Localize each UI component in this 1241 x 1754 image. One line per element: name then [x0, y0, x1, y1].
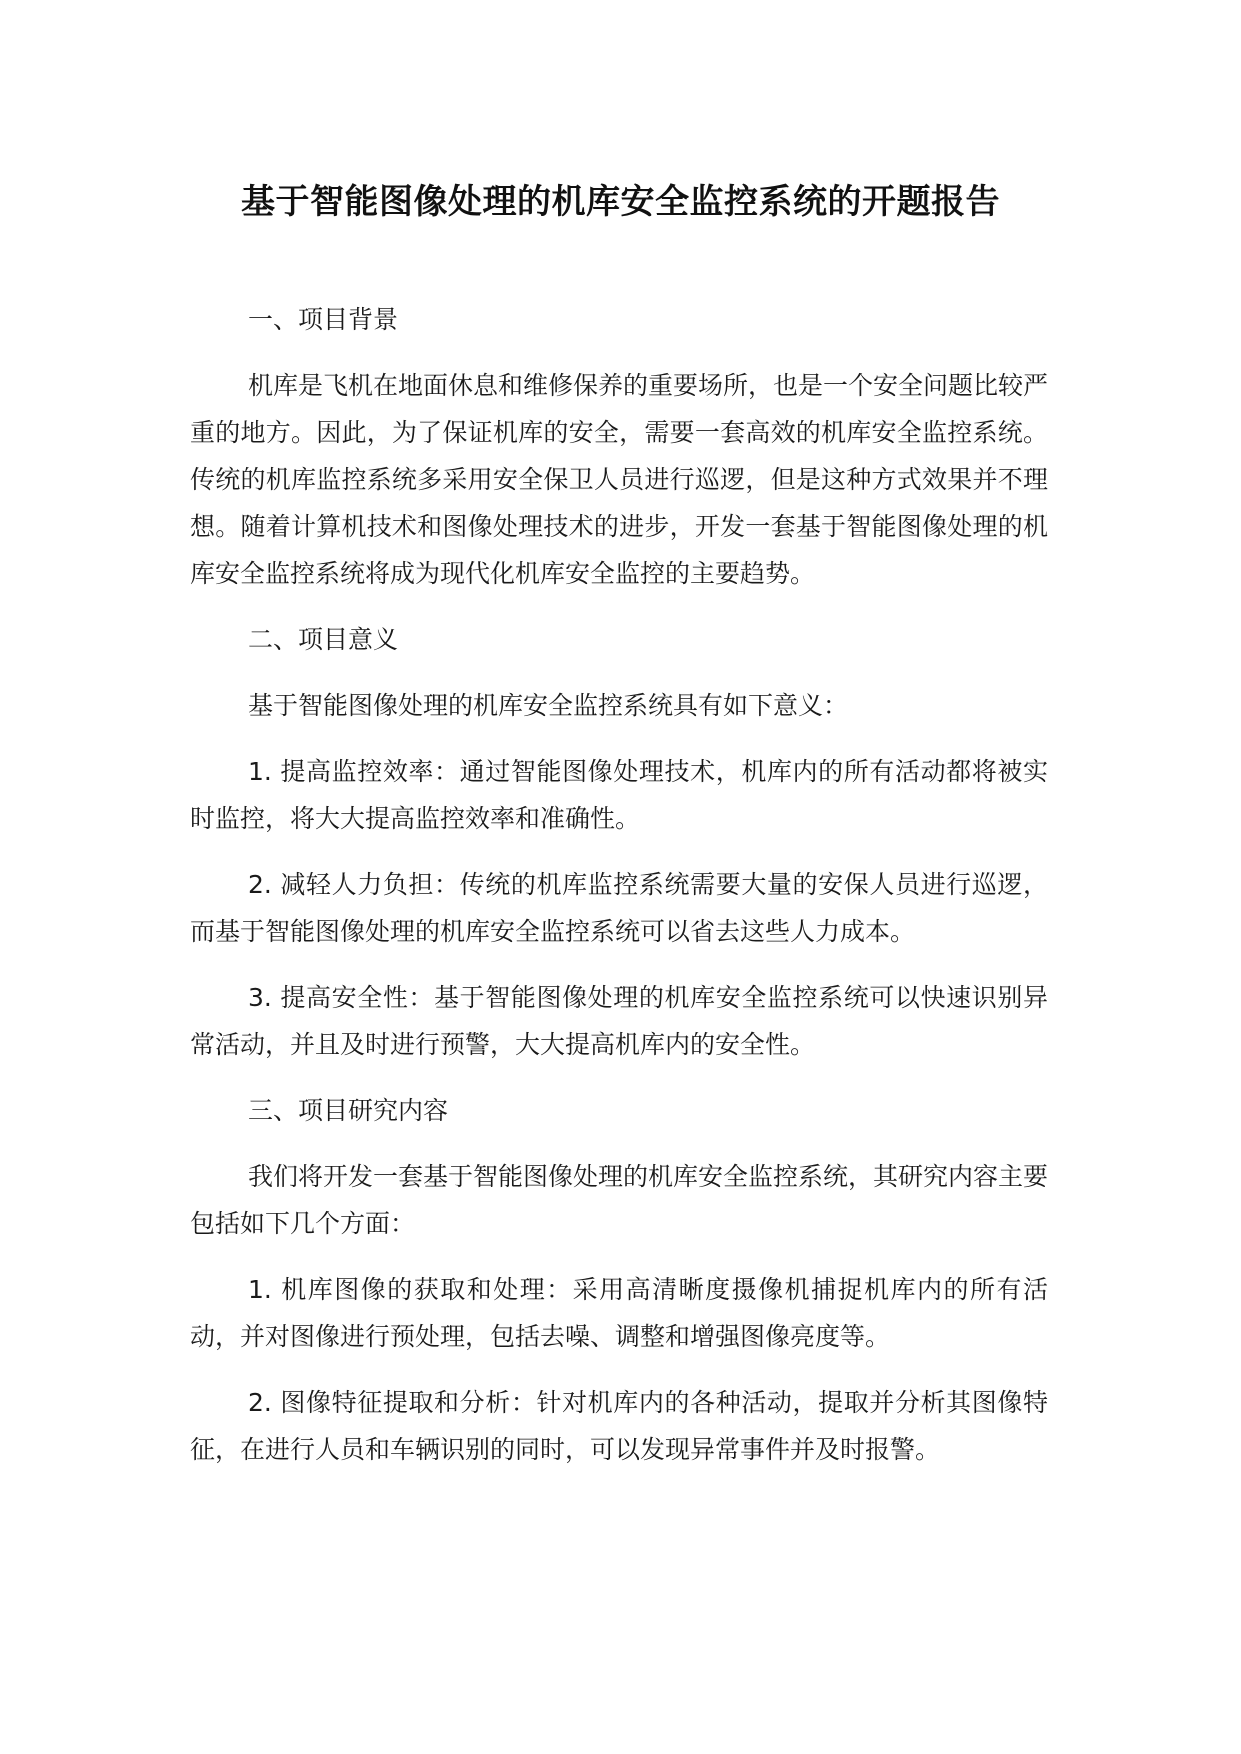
document-title: 基于智能图像处理的机库安全监控系统的开题报告 — [241, 182, 1000, 222]
significance-intro: 基于智能图像处理的机库安全监控系统具有如下意义： — [248, 691, 849, 720]
research-item-1: 1. 机库图像的获取和处理：采用高清晰度摄像机捕捉机库内的所有活动，并对图像进行预处理，包括去噪、调整和增强图像亮度等。 — [190, 1275, 1048, 1351]
significance-item-3: 3. 提高安全性：基于智能图像处理的机库安全监控系统可以快速识别异常活动，并且及时进行预警，大大提高机库内的安全性。 — [190, 983, 1048, 1059]
section-heading-background: 一、项目背景 — [248, 305, 399, 334]
research-intro: 我们将开发一套基于智能图像处理的机库安全监控系统，其研究内容主要包括如下几个方面： — [190, 1162, 1049, 1238]
background-paragraph: 机库是飞机在地面休息和维修保养的重要场所，也是一个安全问题比较严重的地方。因此，为了保证机库的安全，需要一套高效的机库安全监控系统。传统的机库监控系统多采用安全保卫人员进行巡逻，但是这种方式效果并不理想。随着计算机技术和图像处理技术的进步，开发一套基于智能图像处理的机库安全监控系统将成为现代化机库安全监控的主要趋势。 — [190, 371, 1049, 588]
significance-item-2: 2. 减轻人力负担：传统的机库监控系统需要大量的安保人员进行巡逻，而基于智能图像处理的机库安全监控系统可以省去这些人力成本。 — [190, 870, 1048, 946]
significance-item-1: 1. 提高监控效率：通过智能图像处理技术，机库内的所有活动都将被实时监控，将大大提高监控效率和准确性。 — [190, 757, 1048, 833]
document-body — [190, 296, 1048, 1492]
section-heading-significance: 二、项目意义 — [248, 625, 399, 654]
section-heading-research: 三、项目研究内容 — [248, 1096, 449, 1125]
research-item-2: 2. 图像特征提取和分析：针对机库内的各种活动，提取并分析其图像特征，在进行人员和车辆识别的同时，可以发现异常事件并及时报警。 — [190, 1388, 1048, 1464]
